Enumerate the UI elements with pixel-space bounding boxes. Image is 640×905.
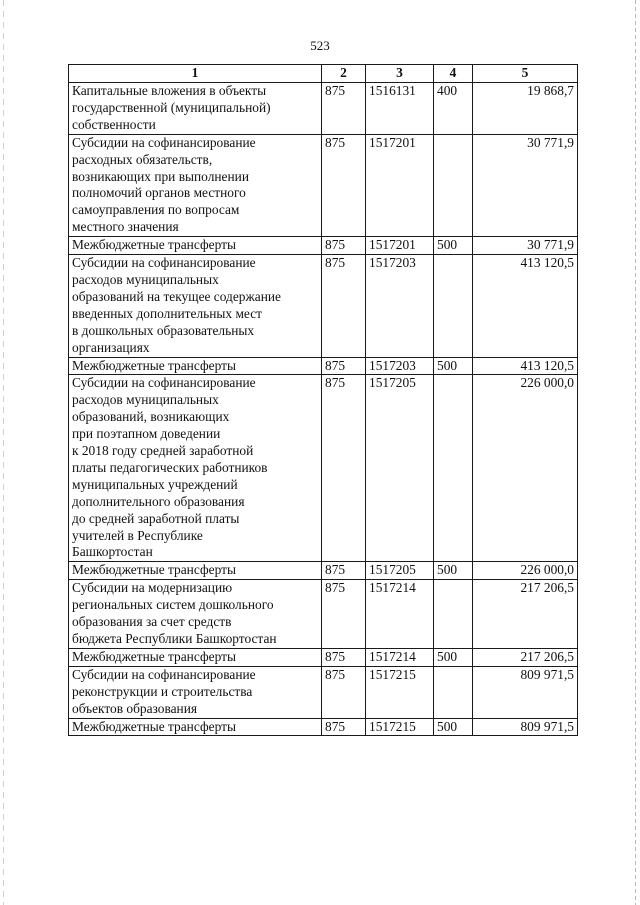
- row-name-line: Межбюджетные трансферты: [72, 718, 236, 734]
- row-name-line: образований, возникающих: [72, 409, 230, 425]
- row-grbs-cell: 875: [322, 255, 366, 357]
- header-col-2: 2: [322, 65, 366, 83]
- row-grbs-cell: 875: [322, 648, 366, 666]
- row-name-line: Башкортостан: [72, 544, 153, 560]
- row-vr-cell: [434, 255, 473, 357]
- row-name-line: Субсидии на софинансирование: [72, 666, 256, 682]
- row-vr-cell: [434, 375, 473, 562]
- row-amount-cell: 30 771,9: [473, 237, 578, 255]
- row-name-line: муниципальных учреждений: [72, 476, 238, 492]
- header-col-4: 4: [434, 65, 473, 83]
- row-name-line: Субсидии на софинансирование: [72, 255, 256, 271]
- row-grbs-cell: 875: [322, 580, 366, 649]
- row-name-line: бюджета Республики Башкортостан: [72, 631, 277, 646]
- row-csr-cell: 1517214: [366, 648, 434, 666]
- row-name-cell: [69, 357, 322, 375]
- row-grbs-cell: 875: [322, 134, 366, 236]
- row-name-line: Межбюджетные трансферты: [72, 648, 236, 664]
- row-csr-cell: 1517205: [366, 562, 434, 580]
- row-amount-cell: 809 971,5: [473, 666, 578, 718]
- row-name-cell: [69, 83, 322, 135]
- row-vr-cell: [434, 580, 473, 649]
- row-vr-cell: [434, 666, 473, 718]
- table-row: [69, 580, 578, 649]
- row-name-line: расходов муниципальных: [72, 271, 219, 287]
- row-name-cell: [69, 375, 322, 562]
- row-name-line: при поэтапном доведении: [72, 426, 221, 442]
- row-amount-cell: 226 000,0: [473, 375, 578, 562]
- row-amount-cell: 19 868,7: [473, 83, 578, 135]
- row-name-cell: [69, 134, 322, 236]
- row-csr-cell: 1516131: [366, 83, 434, 135]
- row-name-line: Субсидии на софинансирование: [72, 375, 256, 391]
- row-amount-cell: 809 971,5: [473, 718, 578, 736]
- row-name-line: собственности: [72, 116, 156, 132]
- row-name-line: Субсидии на модернизацию: [72, 580, 233, 596]
- row-name-line: самоуправления по вопросам: [72, 202, 240, 218]
- row-name-line: региональных систем дошкольного: [72, 597, 274, 613]
- row-grbs-cell: 875: [322, 357, 366, 375]
- row-name-line: дополнительного образования: [72, 493, 245, 509]
- table-body: [69, 83, 578, 736]
- row-vr-cell: [434, 134, 473, 236]
- header-col-1: 1: [69, 65, 322, 83]
- row-csr-cell: 1517215: [366, 666, 434, 718]
- row-amount-cell: 217 206,5: [473, 580, 578, 649]
- row-csr-cell: 1517203: [366, 255, 434, 357]
- row-name-line: к 2018 году средней заработной: [72, 443, 254, 459]
- row-vr-cell: 500: [434, 562, 473, 580]
- table-row: [69, 562, 578, 580]
- row-name-cell: [69, 562, 322, 580]
- row-grbs-cell: 875: [322, 718, 366, 736]
- row-name-line: в дошкольных образовательных: [72, 322, 255, 338]
- row-csr-cell: 1517201: [366, 134, 434, 236]
- row-name-line: введенных дополнительных мест: [72, 305, 263, 321]
- row-amount-cell: 413 120,5: [473, 357, 578, 375]
- row-name-line: платы педагогических работников: [72, 459, 268, 475]
- row-grbs-cell: 875: [322, 666, 366, 718]
- row-name-line: Межбюджетные трансферты: [72, 237, 236, 253]
- row-name-line: учителей в Республике: [72, 527, 203, 543]
- row-name-line: возникающих при выполнении: [72, 168, 249, 184]
- row-name-cell: [69, 666, 322, 718]
- row-amount-cell: 226 000,0: [473, 562, 578, 580]
- row-name-line: организациях: [72, 339, 150, 355]
- row-vr-cell: 500: [434, 357, 473, 375]
- row-amount-cell: 413 120,5: [473, 255, 578, 357]
- row-grbs-cell: 875: [322, 562, 366, 580]
- row-vr-cell: 500: [434, 648, 473, 666]
- table-row: [69, 375, 578, 562]
- row-name-line: образований на текущее содержание: [72, 288, 281, 304]
- table-header: [69, 65, 578, 83]
- row-csr-cell: 1517215: [366, 718, 434, 736]
- row-name-cell: [69, 580, 322, 649]
- row-csr-cell: 1517203: [366, 357, 434, 375]
- header-row: [69, 65, 578, 83]
- row-csr-cell: 1517201: [366, 237, 434, 255]
- header-col-5: 5: [473, 65, 578, 83]
- row-name-line: Субсидии на софинансирование: [72, 134, 256, 150]
- row-name-line: объектов образования: [72, 700, 198, 716]
- row-name-line: Межбюджетные трансферты: [72, 357, 236, 373]
- table-row: [69, 255, 578, 357]
- row-name-line: до средней заработной платы: [72, 510, 240, 526]
- row-vr-cell: 500: [434, 237, 473, 255]
- row-amount-cell: 217 206,5: [473, 648, 578, 666]
- row-vr-cell: 400: [434, 83, 473, 135]
- row-vr-cell: 500: [434, 718, 473, 736]
- row-grbs-cell: 875: [322, 375, 366, 562]
- row-name-cell: [69, 718, 322, 736]
- row-name-line: Межбюджетные трансферты: [72, 562, 236, 578]
- scan-edge-right: [635, 0, 636, 905]
- table-row: [69, 83, 578, 135]
- row-name-line: расходных обязательств,: [72, 151, 213, 167]
- row-name-line: полномочий органов местного: [72, 185, 246, 201]
- row-grbs-cell: 875: [322, 237, 366, 255]
- row-name-line: государственной (муниципальной): [72, 99, 271, 115]
- row-name-cell: [69, 255, 322, 357]
- row-csr-cell: 1517214: [366, 580, 434, 649]
- row-grbs-cell: 875: [322, 83, 366, 135]
- row-amount-cell: 30 771,9: [473, 134, 578, 236]
- budget-table: [68, 64, 578, 736]
- table-row: [69, 648, 578, 666]
- row-name-cell: [69, 648, 322, 666]
- table-row: [69, 134, 578, 236]
- row-name-line: местного значения: [72, 219, 179, 235]
- row-name-line: расходов муниципальных: [72, 392, 219, 408]
- scan-edge-left: [3, 0, 4, 905]
- row-csr-cell: 1517205: [366, 375, 434, 562]
- row-name-line: образования за счет средств: [72, 614, 232, 630]
- table-row: [69, 237, 578, 255]
- table-row: [69, 666, 578, 718]
- header-col-3: 3: [366, 65, 434, 83]
- row-name-cell: [69, 237, 322, 255]
- page-number: 523: [310, 38, 330, 53]
- row-name-line: Капитальные вложения в объекты: [72, 83, 267, 98]
- row-name-line: реконструкции и строительства: [72, 683, 253, 699]
- table-row: [69, 357, 578, 375]
- table-row: [69, 718, 578, 736]
